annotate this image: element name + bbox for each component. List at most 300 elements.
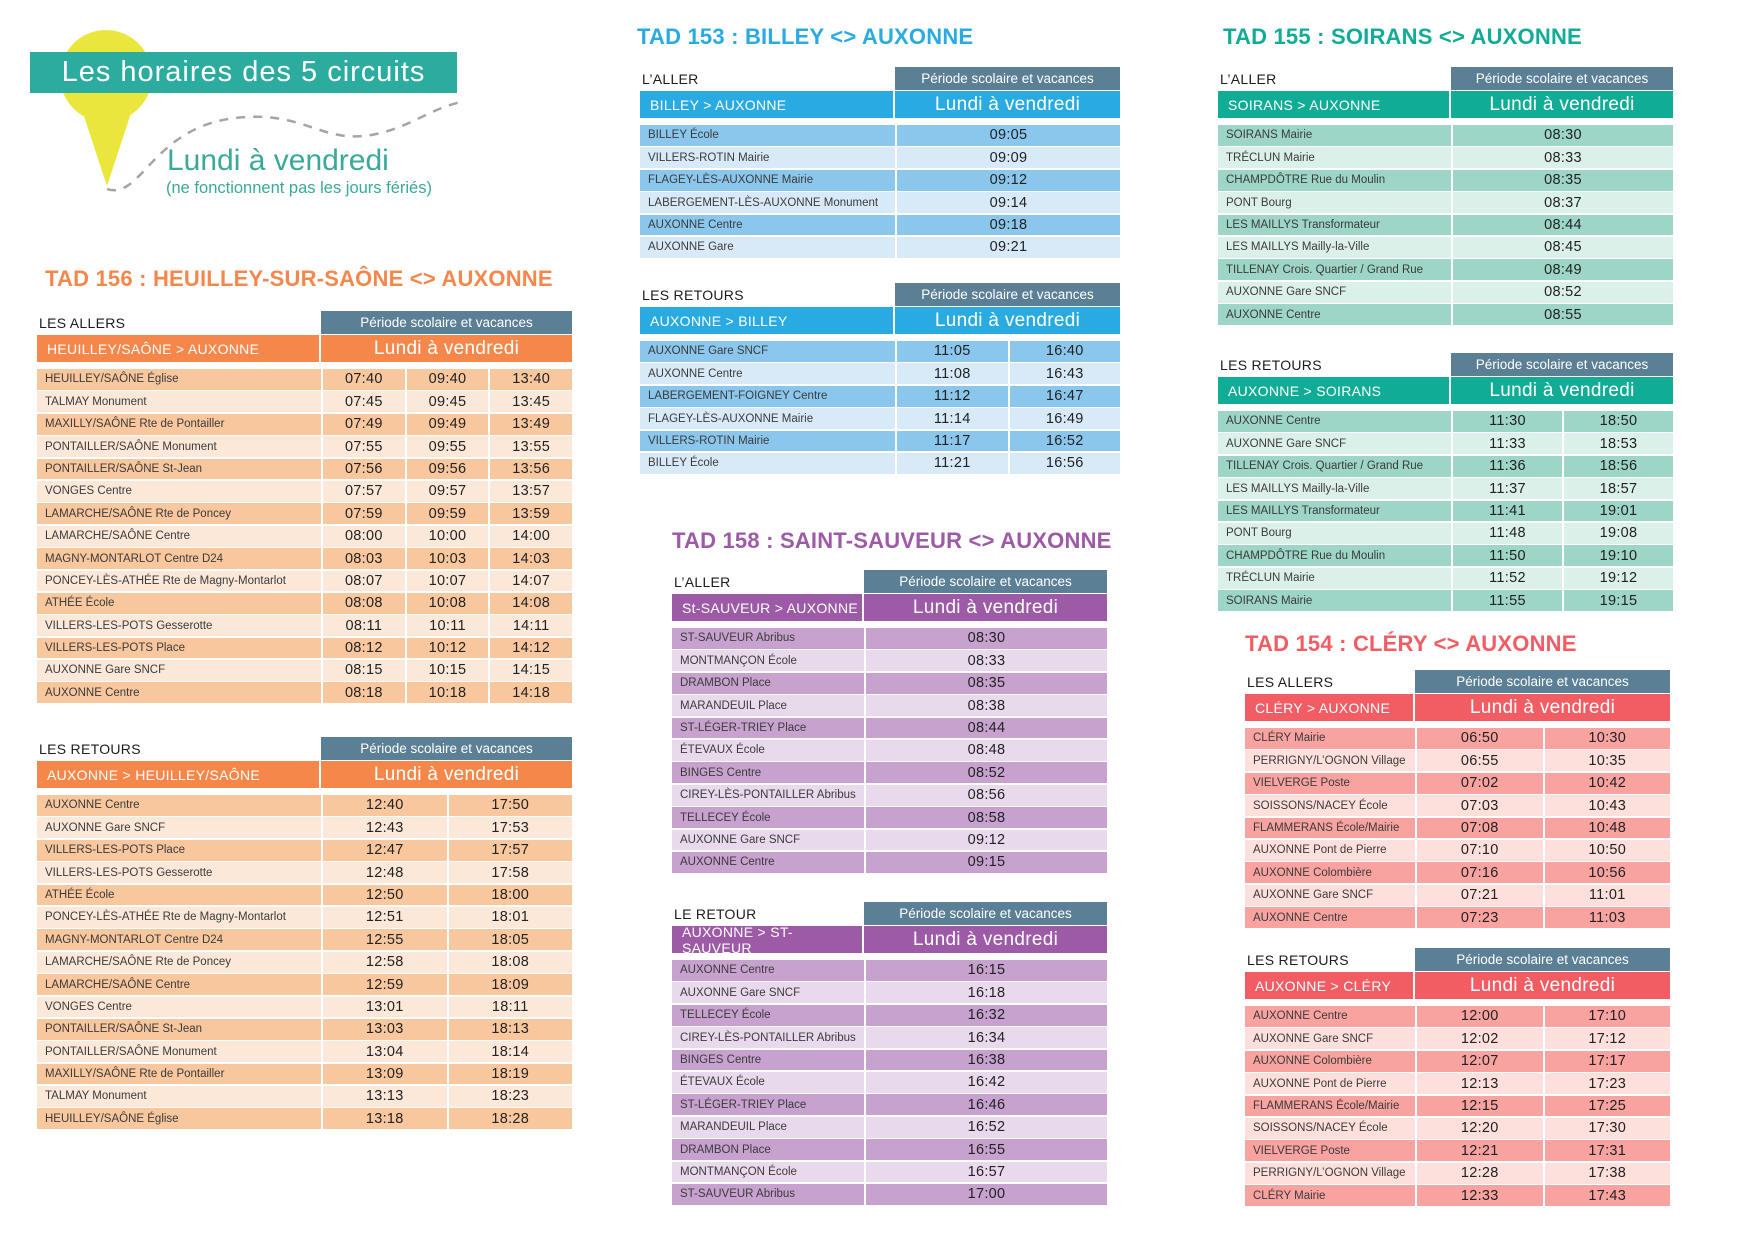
stop-name: AUXONNE Pont de Pierre [1253, 844, 1387, 857]
time-value: 08:18 [321, 682, 405, 703]
time-value: 12:55 [321, 929, 447, 950]
time-value: 09:59 [405, 503, 489, 524]
stop-name: PONT Bourg [1226, 527, 1292, 540]
time-value: 13:57 [488, 481, 572, 502]
time-value: 11:37 [1451, 478, 1562, 499]
stop-name: ÉTEVAUX École [680, 1076, 765, 1089]
route-header: AUXONNE > SOIRANS [1218, 377, 1451, 404]
timetable-row [37, 862, 572, 883]
time-value: 08:11 [321, 615, 405, 636]
time-value: 16:57 [864, 1162, 1107, 1183]
timetable-row [37, 840, 572, 861]
time-value: 12:13 [1415, 1073, 1543, 1094]
period-scope-header: Période scolaire et vacances [895, 283, 1120, 306]
stop-name: SOIRANS Mairie [1226, 129, 1313, 142]
timetable-row [1245, 1163, 1670, 1184]
stop-name: ATHÉE École [45, 597, 115, 610]
time-value: 17:53 [447, 817, 573, 838]
time-value: 17:12 [1543, 1028, 1671, 1049]
table-header-strip [640, 283, 1120, 306]
time-value: 07:45 [321, 391, 405, 412]
time-value: 12:28 [1415, 1163, 1543, 1184]
time-value: 16:32 [864, 1005, 1107, 1026]
table-header-strip [1218, 353, 1673, 376]
timetable-row [1245, 818, 1670, 839]
stop-name: BINGES Centre [680, 1053, 762, 1066]
stop-name: PONTAILLER/SAÔNE St-Jean [45, 1023, 203, 1036]
stop-name: TELLECEY École [680, 1009, 771, 1022]
time-value: 17:17 [1543, 1051, 1671, 1072]
time-value: 08:07 [321, 571, 405, 592]
stop-name: LES MAILLYS Transformateur [1226, 218, 1380, 231]
time-value: 08:33 [1451, 147, 1673, 168]
direction-label: L’ALLER [674, 573, 731, 590]
stop-name: MAGNY-MONTARLOT Centre D24 [45, 552, 224, 565]
time-value: 14:00 [488, 526, 572, 547]
direction-label: LES RETOURS [39, 740, 141, 757]
time-value: 09:57 [405, 481, 489, 502]
time-value: 09:40 [405, 369, 489, 390]
time-value: 10:03 [405, 548, 489, 569]
route-header: AUXONNE > CLÉRY [1245, 972, 1415, 999]
time-value: 11:08 [895, 363, 1008, 384]
time-value: 13:03 [321, 1019, 447, 1040]
stop-name: AUXONNE Gare SNCF [648, 345, 769, 358]
time-value: 13:01 [321, 997, 447, 1018]
time-value: 08:45 [1451, 237, 1673, 258]
time-value: 08:30 [864, 628, 1107, 649]
time-value: 11:03 [1543, 907, 1671, 928]
circuit-title-tad155: TAD 155 : SOIRANS <> AUXONNE [1223, 24, 1582, 49]
timetable-row [1218, 501, 1673, 522]
route-header: CLÉRY > AUXONNE [1245, 694, 1415, 721]
time-value: 17:58 [447, 862, 573, 883]
time-value: 08:52 [1451, 282, 1673, 303]
timetable-row [1218, 237, 1673, 258]
time-value: 11:01 [1543, 885, 1671, 906]
timetable-row [37, 526, 572, 547]
time-value: 08:30 [1451, 125, 1673, 146]
stop-name: BILLEY École [648, 457, 719, 470]
time-value: 07:16 [1415, 862, 1543, 883]
time-value: 14:11 [488, 615, 572, 636]
time-value: 12:15 [1415, 1096, 1543, 1117]
stop-name: VILLERS-LES-POTS Gesserotte [45, 619, 213, 632]
stop-name: VILLERS-ROTIN Mairie [648, 434, 770, 447]
timetable-row [37, 1041, 572, 1062]
time-value: 12:02 [1415, 1028, 1543, 1049]
timetable-row [1245, 862, 1670, 883]
days-header: Lundi à vendredi [912, 928, 1059, 950]
timetable-row [1218, 147, 1673, 168]
timetable-row [672, 1027, 1107, 1048]
timetable-row [37, 638, 572, 659]
stop-name: PONCEY-LÈS-ATHÉE Rte de Magny-Montarlot [45, 574, 286, 587]
time-value: 14:18 [488, 682, 572, 703]
time-value: 10:56 [1543, 862, 1671, 883]
timetable-rows [37, 369, 572, 703]
stop-name: LAMARCHE/SAÔNE Rte de Poncey [45, 507, 231, 520]
time-value: 07:10 [1415, 840, 1543, 861]
time-value: 17:00 [864, 1184, 1107, 1205]
time-value: 17:10 [1543, 1006, 1671, 1027]
direction-label: L’ALLER [1220, 70, 1277, 87]
period-scope-header: Période scolaire et vacances [864, 570, 1107, 593]
stop-name: DRAMBON Place [680, 1143, 771, 1156]
direction-label: LE RETOUR [674, 905, 757, 922]
time-value: 10:35 [1543, 750, 1671, 771]
stop-name: VILLERS-LES-POTS Place [45, 844, 185, 857]
time-value: 17:31 [1543, 1140, 1671, 1161]
time-value: 12:21 [1415, 1140, 1543, 1161]
timetable-rows [1245, 728, 1670, 928]
time-value: 09:12 [895, 170, 1120, 191]
timetable-rows [640, 125, 1120, 258]
route-header-row [672, 594, 1107, 621]
time-value: 19:08 [1562, 523, 1673, 544]
time-value: 08:49 [1451, 259, 1673, 280]
time-value: 13:56 [488, 459, 572, 480]
time-value: 10:00 [405, 526, 489, 547]
route-header-row [1218, 377, 1673, 404]
timetable-row [37, 369, 572, 390]
time-value: 12:07 [1415, 1051, 1543, 1072]
time-value: 16:52 [1008, 431, 1121, 452]
timetable-row [1218, 215, 1673, 236]
time-value: 19:15 [1562, 590, 1673, 611]
stop-name: LAMARCHE/SAÔNE Centre [45, 978, 191, 991]
time-value: 16:49 [1008, 408, 1121, 429]
timetable-row [1245, 795, 1670, 816]
timetable-row [1218, 170, 1673, 191]
time-value: 16:55 [864, 1139, 1107, 1160]
time-value: 16:18 [864, 982, 1107, 1003]
table-tad154-retours [1245, 948, 1670, 1206]
time-value: 07:57 [321, 481, 405, 502]
timetable-row [37, 1108, 572, 1129]
time-value: 06:50 [1415, 728, 1543, 749]
table-tad155-aller [1218, 67, 1673, 325]
timetable-row [640, 215, 1120, 236]
time-value: 18:23 [447, 1086, 573, 1107]
days-header: Lundi à vendredi [1489, 379, 1635, 401]
stop-name: TELLECEY École [680, 811, 771, 824]
timetable-row [672, 695, 1107, 716]
timetable-rows [640, 341, 1120, 474]
time-value: 08:08 [321, 593, 405, 614]
time-value: 09:55 [405, 436, 489, 457]
stop-name: AUXONNE Gare SNCF [1226, 437, 1347, 450]
time-value: 11:50 [1451, 545, 1562, 566]
time-value: 18:01 [447, 907, 573, 928]
timetable-row [37, 885, 572, 906]
time-value: 13:55 [488, 436, 572, 457]
timetable-row [672, 762, 1107, 783]
stop-name: PONCEY-LÈS-ATHÉE Rte de Magny-Montarlot [45, 911, 286, 924]
timetable-row [37, 615, 572, 636]
stop-name: PONTAILLER/SAÔNE St-Jean [45, 462, 203, 475]
time-value: 16:38 [864, 1050, 1107, 1071]
time-value: 10:18 [405, 682, 489, 703]
table-tad156-allers [37, 311, 572, 703]
timetable-row [1218, 125, 1673, 146]
time-value: 08:44 [864, 718, 1107, 739]
time-value: 14:08 [488, 593, 572, 614]
time-value: 09:09 [895, 147, 1120, 168]
period-scope-header: Période scolaire et vacances [1451, 353, 1673, 376]
stop-name: LES MAILLYS Mailly-la-Ville [1226, 241, 1370, 254]
route-header-row [1245, 694, 1670, 721]
table-tad156-retours [37, 737, 572, 1129]
time-value: 08:00 [321, 526, 405, 547]
time-value: 13:09 [321, 1064, 447, 1085]
stop-name: PERRIGNY/L’OGNON Village [1253, 754, 1406, 767]
route-header: St-SAUVEUR > AUXONNE [672, 594, 864, 621]
stop-name: ST-LÉGER-TRIEY Place [680, 1098, 807, 1111]
days-header: Lundi à vendredi [373, 337, 520, 359]
time-value: 18:57 [1562, 478, 1673, 499]
time-value: 12:47 [321, 840, 447, 861]
route-header-row [640, 307, 1120, 334]
time-value: 12:51 [321, 907, 447, 928]
route-header: SOIRANS > AUXONNE [1218, 91, 1451, 118]
stop-name: CIREY-LÈS-PONTAILLER Abribus [680, 789, 856, 802]
timetable-row [672, 1094, 1107, 1115]
timetable-row [37, 660, 572, 681]
circuit-title-tad153: TAD 153 : BILLEY <> AUXONNE [637, 24, 974, 49]
time-value: 11:12 [895, 386, 1008, 407]
time-value: 12:58 [321, 952, 447, 973]
page-subtitle: Lundi à vendredi [167, 144, 389, 177]
time-value: 17:57 [447, 840, 573, 861]
timetable-row [37, 1064, 572, 1085]
stop-name: LES MAILLYS Mailly-la-Ville [1226, 482, 1370, 495]
time-value: 16:47 [1008, 386, 1121, 407]
timetable-row [37, 414, 572, 435]
time-value: 16:43 [1008, 363, 1121, 384]
time-value: 13:59 [488, 503, 572, 524]
stop-name: PERRIGNY/L’OGNON Village [1253, 1167, 1406, 1180]
time-value: 08:35 [1451, 170, 1673, 191]
time-value: 19:10 [1562, 545, 1673, 566]
table-header-strip [1245, 948, 1670, 971]
time-value: 07:03 [1415, 795, 1543, 816]
stop-name: AUXONNE Centre [45, 686, 140, 699]
time-value: 11:52 [1451, 568, 1562, 589]
timetable-row [37, 795, 572, 816]
timetable-row [1218, 478, 1673, 499]
stop-name: ST-SAUVEUR Abribus [680, 1188, 796, 1201]
timetable-row [1218, 545, 1673, 566]
time-value: 18:09 [447, 974, 573, 995]
stop-name: BILLEY École [648, 129, 719, 142]
timetable-row [1245, 1096, 1670, 1117]
timetable-row [1245, 1140, 1670, 1161]
days-header: Lundi à vendredi [912, 596, 1059, 618]
time-value: 14:12 [488, 638, 572, 659]
timetable-row [1218, 192, 1673, 213]
time-value: 18:11 [447, 997, 573, 1018]
timetable-row [1245, 1185, 1670, 1206]
timetable-row [640, 192, 1120, 213]
timetable-row [672, 785, 1107, 806]
time-value: 10:12 [405, 638, 489, 659]
stop-name: TALMAY Monument [45, 395, 147, 408]
stop-name: AUXONNE Centre [1226, 308, 1321, 321]
time-value: 18:56 [1562, 456, 1673, 477]
time-value: 09:15 [864, 852, 1107, 873]
timetable-row [37, 1019, 572, 1040]
time-value: 11:36 [1451, 456, 1562, 477]
time-value: 11:41 [1451, 501, 1562, 522]
time-value: 12:43 [321, 817, 447, 838]
stop-name: TILLENAY Crois. Quartier / Grand Rue [1226, 460, 1424, 473]
table-tad153-aller [640, 67, 1120, 258]
timetable-row [672, 740, 1107, 761]
time-value: 12:20 [1415, 1118, 1543, 1139]
timetable-row [1245, 1073, 1670, 1094]
time-value: 10:07 [405, 571, 489, 592]
time-value: 18:05 [447, 929, 573, 950]
time-value: 11:17 [895, 431, 1008, 452]
time-value: 17:25 [1543, 1096, 1671, 1117]
table-tad158-aller [672, 570, 1107, 873]
time-value: 18:53 [1562, 433, 1673, 454]
time-value: 10:50 [1543, 840, 1671, 861]
timetable-row [37, 436, 572, 457]
stop-name: TILLENAY Crois. Quartier / Grand Rue [1226, 263, 1424, 276]
stop-name: CHAMPDÔTRE Rue du Moulin [1226, 549, 1386, 562]
time-value: 11:21 [895, 453, 1008, 474]
timetable-row [37, 682, 572, 703]
timetable-row [37, 952, 572, 973]
days-header: Lundi à vendredi [373, 763, 520, 785]
page-title: Les horaires des 5 circuits [30, 52, 457, 93]
stop-name: CHAMPDÔTRE Rue du Moulin [1226, 174, 1386, 187]
days-header: Lundi à vendredi [1489, 93, 1635, 115]
route-header-row [37, 335, 572, 362]
timetable-row [37, 907, 572, 928]
timetable-row [672, 1117, 1107, 1138]
timetable-row [37, 548, 572, 569]
days-header: Lundi à vendredi [934, 93, 1081, 115]
stop-name: AUXONNE Centre [648, 218, 743, 231]
stop-name: AUXONNE Centre [1253, 911, 1348, 924]
stop-name: BINGES Centre [680, 766, 762, 779]
table-header-strip [640, 67, 1120, 90]
time-value: 16:40 [1008, 341, 1121, 362]
time-value: 08:44 [1451, 215, 1673, 236]
timetable-row [1245, 907, 1670, 928]
time-value: 16:46 [864, 1094, 1107, 1115]
time-value: 08:35 [864, 673, 1107, 694]
circuit-title-tad156: TAD 156 : HEUILLEY-SUR-SAÔNE <> AUXONNE [45, 266, 553, 291]
direction-label: LES ALLERS [39, 314, 126, 331]
table-header-strip [672, 570, 1107, 593]
stop-name: ST-SAUVEUR Abribus [680, 632, 796, 645]
time-value: 18:50 [1562, 411, 1673, 432]
time-value: 10:30 [1543, 728, 1671, 749]
timetable-row [1245, 1006, 1670, 1027]
table-tad154-allers [1245, 670, 1670, 928]
time-value: 08:12 [321, 638, 405, 659]
timetable-row [37, 571, 572, 592]
time-value: 12:33 [1415, 1185, 1543, 1206]
stop-name: AUXONNE Centre [45, 799, 140, 812]
timetable-row [640, 147, 1120, 168]
timetable-row [672, 1005, 1107, 1026]
route-header: AUXONNE > HEUILLEY/SAÔNE [37, 761, 321, 788]
route-header-row [672, 923, 1107, 956]
time-value: 07:56 [321, 459, 405, 480]
stop-name: AUXONNE Gare SNCF [680, 833, 801, 846]
stop-name: VILLERS-ROTIN Mairie [648, 151, 770, 164]
time-value: 18:19 [447, 1064, 573, 1085]
stop-name: AUXONNE Centre [680, 856, 775, 869]
timetable-row [672, 1184, 1107, 1205]
timetable-rows [1245, 1006, 1670, 1206]
stop-name: DRAMBON Place [680, 677, 771, 690]
time-value: 07:23 [1415, 907, 1543, 928]
time-value: 13:45 [488, 391, 572, 412]
time-value: 13:13 [321, 1086, 447, 1107]
stop-name: ST-LÉGER-TRIEY Place [680, 721, 807, 734]
time-value: 13:04 [321, 1041, 447, 1062]
timetable-row [1245, 728, 1670, 749]
stop-name: AUXONNE Centre [1253, 1010, 1348, 1023]
time-value: 07:55 [321, 436, 405, 457]
time-value: 16:42 [864, 1072, 1107, 1093]
direction-label: LES RETOURS [642, 286, 744, 303]
timetable-rows [1218, 411, 1673, 611]
time-value: 17:43 [1543, 1185, 1671, 1206]
timetable-rows [1218, 125, 1673, 325]
stop-name: LABERGEMENT-FOIGNEY Centre [648, 390, 828, 403]
time-value: 13:49 [488, 414, 572, 435]
timetable-row [672, 650, 1107, 671]
route-header: AUXONNE > BILLEY [640, 307, 895, 334]
timetable-row [37, 929, 572, 950]
timetable-row [640, 431, 1120, 452]
timetable-row [1245, 773, 1670, 794]
stop-name: CLÉRY Mairie [1253, 1189, 1326, 1202]
timetable-row [37, 391, 572, 412]
direction-label: L’ALLER [642, 70, 699, 87]
timetable-row [1218, 523, 1673, 544]
timetable-row [37, 974, 572, 995]
time-value: 07:08 [1415, 818, 1543, 839]
timetable-row [672, 673, 1107, 694]
timetable-row [37, 459, 572, 480]
time-value: 06:55 [1415, 750, 1543, 771]
stop-name: HEUILLEY/SAÔNE Église [45, 1112, 179, 1125]
timetable-row [37, 817, 572, 838]
stop-name: CIREY-LÈS-PONTAILLER Abribus [680, 1031, 856, 1044]
route-header-row [37, 761, 572, 788]
time-value: 08:37 [1451, 192, 1673, 213]
table-header-strip [1245, 670, 1670, 693]
timetable-row [1218, 590, 1673, 611]
time-value: 08:33 [864, 650, 1107, 671]
time-value: 11:33 [1451, 433, 1562, 454]
timetable-row [640, 341, 1120, 362]
table-header-strip [672, 902, 1107, 925]
timetable-row [640, 363, 1120, 384]
timetable-row [672, 1072, 1107, 1093]
stop-name: TRÉCLUN Mairie [1226, 151, 1315, 164]
stop-name: CLÉRY Mairie [1253, 732, 1326, 745]
timetable-rows [37, 795, 572, 1129]
